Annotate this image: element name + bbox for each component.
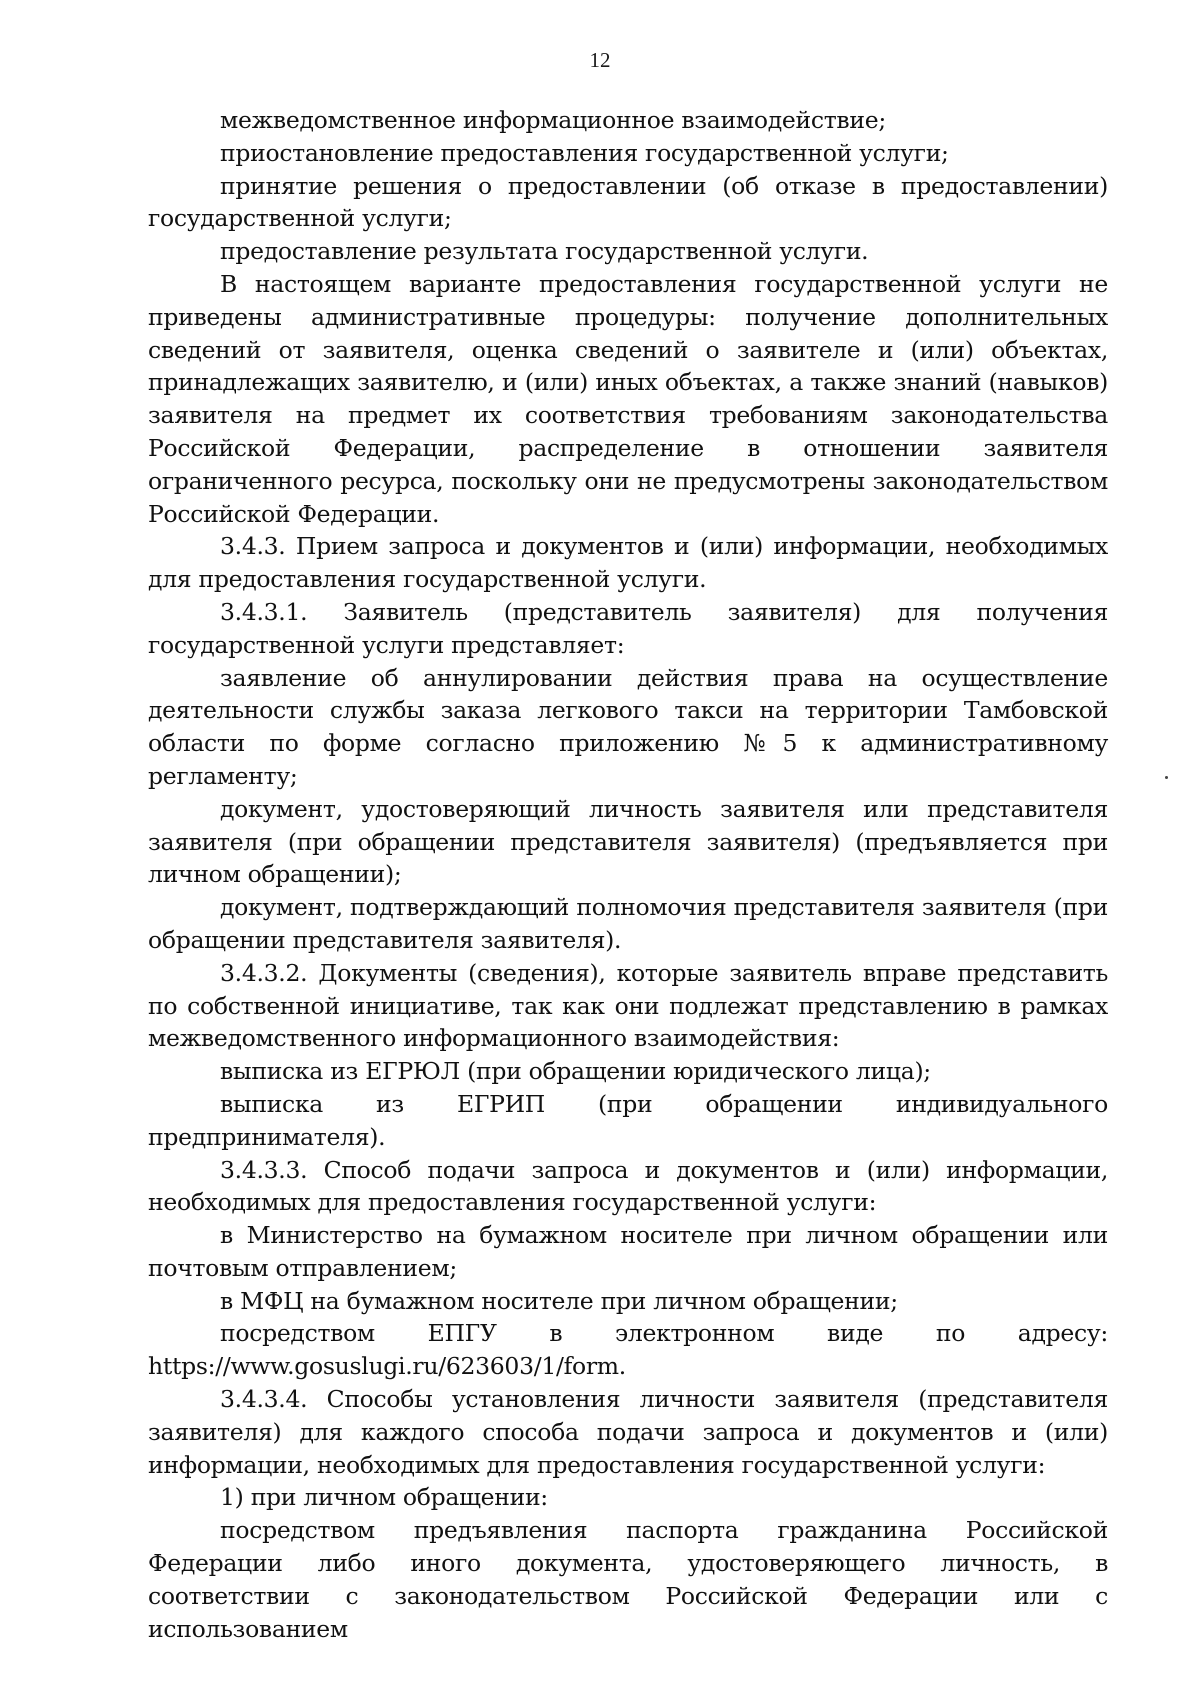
paragraph-not-listed-procedures: В настоящем варианте предоставления государственной услуги не приведены административные процедуры: получение дополнительных сведений от заявителя, оценка сведений о заявителе и (или) объектах, принадлежащих заявителю, и (или) иных объектах, а также знаний (навыков) заявителя на предмет их соответствия требованиям законодательства Российской Федерации, распределение в отношении заявителя ограниченного ресурса, поскольку они не предусмотрены законодательством Российской Федерации.	[148, 269, 1108, 528]
page-number: 12	[589, 48, 611, 72]
paragraph-3-4-3-1: 3.4.3.1. Заявитель (представитель заявителя) для получения государственной услуги представляет:	[148, 597, 1108, 659]
paragraph-decision: принятие решения о предоставлении (об отказе в предоставлении) государственной услуги;	[148, 171, 1108, 233]
paragraph-mfc-submission: в МФЦ на бумажном носителе при личном обращении;	[220, 1286, 898, 1315]
paragraph-egrul-extract: выписка из ЕГРЮЛ (при обращении юридического лица);	[220, 1057, 931, 1086]
paragraph-passport-presentation: посредством предъявления паспорта гражданина Российской Федерации либо иного документа, удостоверяющего личность, в соответствии с законодательством Российской Федерации или с использованием	[148, 1516, 1108, 1643]
paragraph-3-4-3-2: 3.4.3.2. Документы (сведения), которые заявитель вправе представить по собственной инициативе, так как они подлежат представлению в рамках межведомственного информационного взаимодействия:	[148, 958, 1108, 1053]
paragraph-3-4-3-3: 3.4.3.3. Способ подачи запроса и документов и (или) информации, необходимых для предоставления государственной услуги:	[148, 1155, 1108, 1217]
paragraph-egrip-extract: выписка из ЕГРИП (при обращении индивидуального предпринимателя).	[148, 1089, 1108, 1151]
paragraph-epgu-submission: посредством ЕПГУ в электронном виде по адресу: https://www.gosuslugi.ru/623603/1/form.	[148, 1319, 1108, 1381]
paragraph-authority-document: документ, подтверждающий полномочия представителя заявителя (при обращении представителя заявителя).	[148, 893, 1108, 954]
paragraph-suspension: приостановление предоставления государственной услуги;	[220, 138, 949, 167]
paragraph-interagency-interaction: межведомственное информационное взаимодействие;	[220, 106, 886, 134]
paragraph-personal-appeal: 1) при личном обращении:	[220, 1483, 548, 1512]
paragraph-identity-document: документ, удостоверяющий личность заявителя или представителя заявителя (при обращении представителя заявителя) (предъявляется при личном обращении);	[148, 794, 1108, 889]
paragraph-result-provision: предоставление результата государственной услуги.	[220, 237, 869, 266]
scan-speck	[1165, 776, 1168, 779]
paragraph-3-4-3: 3.4.3. Прием запроса и документов и (или) информации, необходимых для предоставления государственной услуги.	[148, 532, 1108, 594]
paragraph-ministry-submission: в Министерство на бумажном носителе при личном обращении или почтовым отправлением;	[148, 1221, 1108, 1282]
paragraph-3-4-3-4: 3.4.3.4. Способы установления личности заявителя (представителя заявителя) для каждого способа подачи запроса и документов и (или) информации, необходимых для предоставления государственной услуги:	[148, 1385, 1108, 1479]
paragraph-application-cancellation: заявление об аннулировании действия права на осуществление деятельности службы заказа легкового такси на территории Тамбовской области по форме согласно приложению №5 к административному регламенту;	[148, 663, 1108, 790]
document-body	[148, 104, 1108, 1645]
